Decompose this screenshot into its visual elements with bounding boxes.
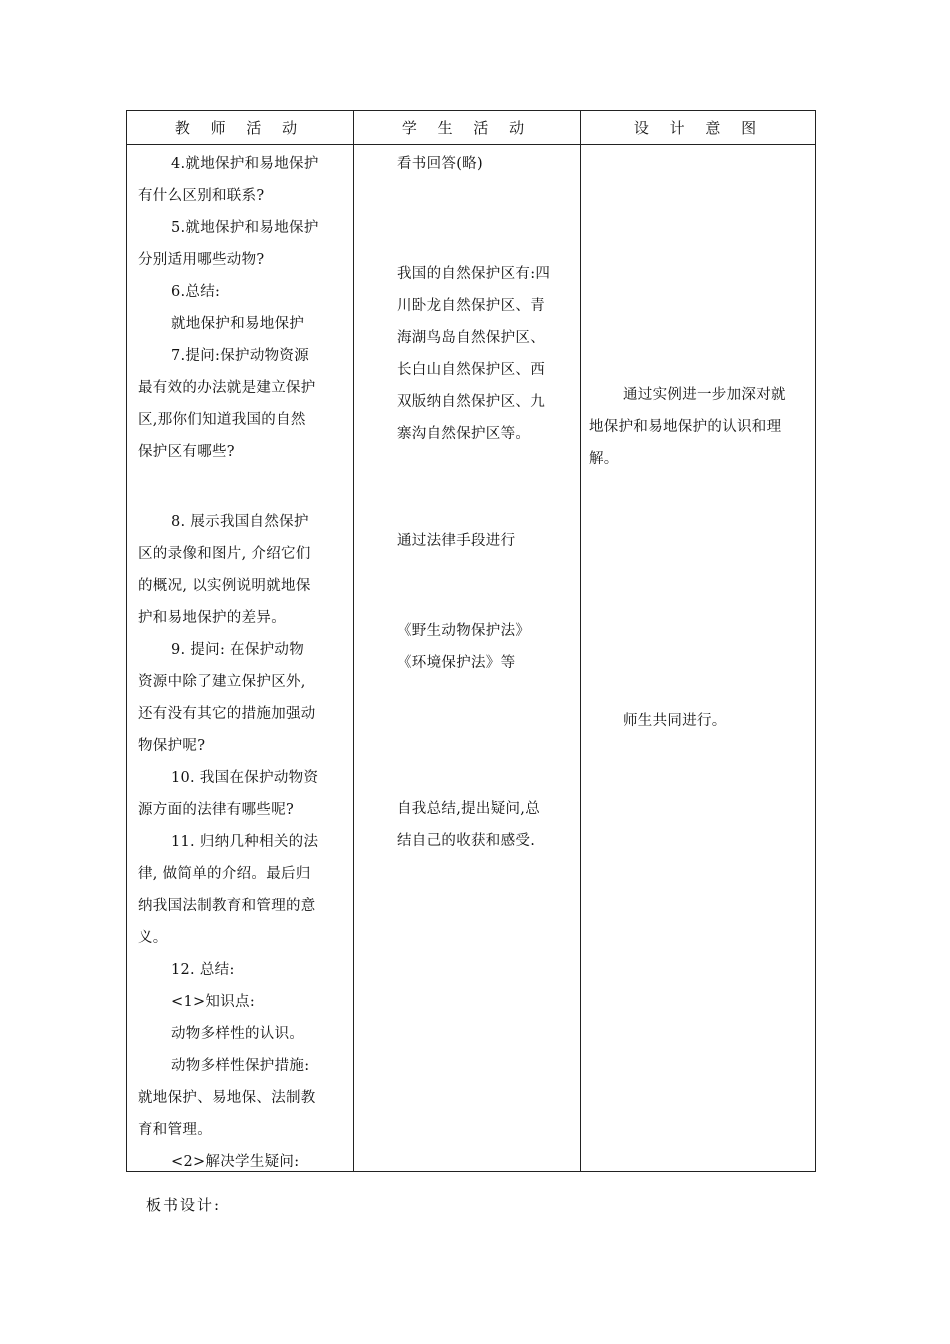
teacher-line: 护和易地保护的差异。 [138, 610, 286, 626]
student-line: 《野生动物保护法》 [397, 623, 531, 639]
teacher-line: 12. 总结: [171, 962, 235, 978]
column-divider [353, 111, 354, 1171]
student-line: 海湖鸟岛自然保护区、 [397, 330, 545, 346]
teacher-line: 就地保护、易地保、法制教 [138, 1090, 316, 1106]
teacher-line: 分别适用哪些动物? [138, 252, 265, 268]
header-divider [127, 144, 815, 145]
student-line: 自我总结,提出疑问,总 [397, 801, 541, 817]
design-line: 师生共同进行。 [623, 713, 727, 729]
teacher-line: 物保护呢? [138, 738, 206, 754]
student-line: 我国的自然保护区有:四 [397, 266, 551, 282]
teacher-line: 5.就地保护和易地保护 [171, 220, 319, 236]
teacher-line: 还有没有其它的措施加强动 [138, 706, 316, 722]
teacher-line: 9. 提问: 在保护动物 [171, 642, 305, 658]
design-line: 通过实例进一步加深对就 [623, 387, 786, 403]
design-line: 解。 [589, 451, 619, 467]
teacher-line: 保护区有哪些? [138, 444, 235, 460]
student-line: 《环境保护法》等 [397, 655, 516, 671]
teacher-line: 的概况, 以实例说明就地保 [138, 578, 311, 594]
teacher-line: <1>知识点: [171, 994, 256, 1010]
column-divider [580, 111, 581, 1171]
teacher-line: 区的录像和图片, 介绍它们 [138, 546, 311, 562]
student-line: 长白山自然保护区、西 [397, 362, 545, 378]
header-student-activity: 学 生 活 动 [401, 119, 533, 137]
header-design-intent: 设 计 意 图 [633, 119, 765, 137]
teacher-line: 源方面的法律有哪些呢? [138, 802, 295, 818]
teacher-line: <2>解决学生疑问: [171, 1154, 300, 1170]
teacher-line: 11. 归纳几种相关的法 [171, 834, 319, 850]
teacher-line: 最有效的办法就是建立保护 [138, 380, 316, 396]
teacher-line: 8. 展示我国自然保护 [171, 514, 309, 530]
student-line: 看书回答(略) [397, 156, 483, 172]
teacher-line: 律, 做简单的介绍。最后归 [138, 866, 311, 882]
student-line: 结自己的收获和感受. [397, 833, 536, 849]
lesson-table [126, 110, 816, 1172]
teacher-line: 7.提问:保护动物资源 [171, 348, 310, 364]
teacher-line: 义。 [138, 930, 168, 946]
teacher-line: 4.就地保护和易地保护 [171, 156, 319, 172]
teacher-line: 育和管理。 [138, 1122, 212, 1138]
student-line: 双版纳自然保护区、九 [397, 394, 545, 410]
header-teacher-activity: 教 师 活 动 [174, 119, 306, 137]
teacher-line: 动物多样性的认识。 [171, 1026, 305, 1042]
student-line: 通过法律手段进行 [397, 533, 516, 549]
teacher-line: 10. 我国在保护动物资 [171, 770, 319, 786]
board-design-label: 板书设计: [146, 1196, 222, 1214]
teacher-line: 资源中除了建立保护区外, [138, 674, 306, 690]
student-line: 寨沟自然保护区等。 [397, 426, 531, 442]
teacher-line: 纳我国法制教育和管理的意 [138, 898, 316, 914]
teacher-line: 区,那你们知道我国的自然 [138, 412, 306, 428]
design-line: 地保护和易地保护的认识和理 [589, 419, 782, 435]
teacher-line: 6.总结: [171, 284, 221, 300]
teacher-line: 有什么区别和联系? [138, 188, 265, 204]
student-line: 川卧龙自然保护区、青 [397, 298, 545, 314]
teacher-line: 就地保护和易地保护 [171, 316, 305, 332]
teacher-line: 动物多样性保护措施: [171, 1058, 310, 1074]
